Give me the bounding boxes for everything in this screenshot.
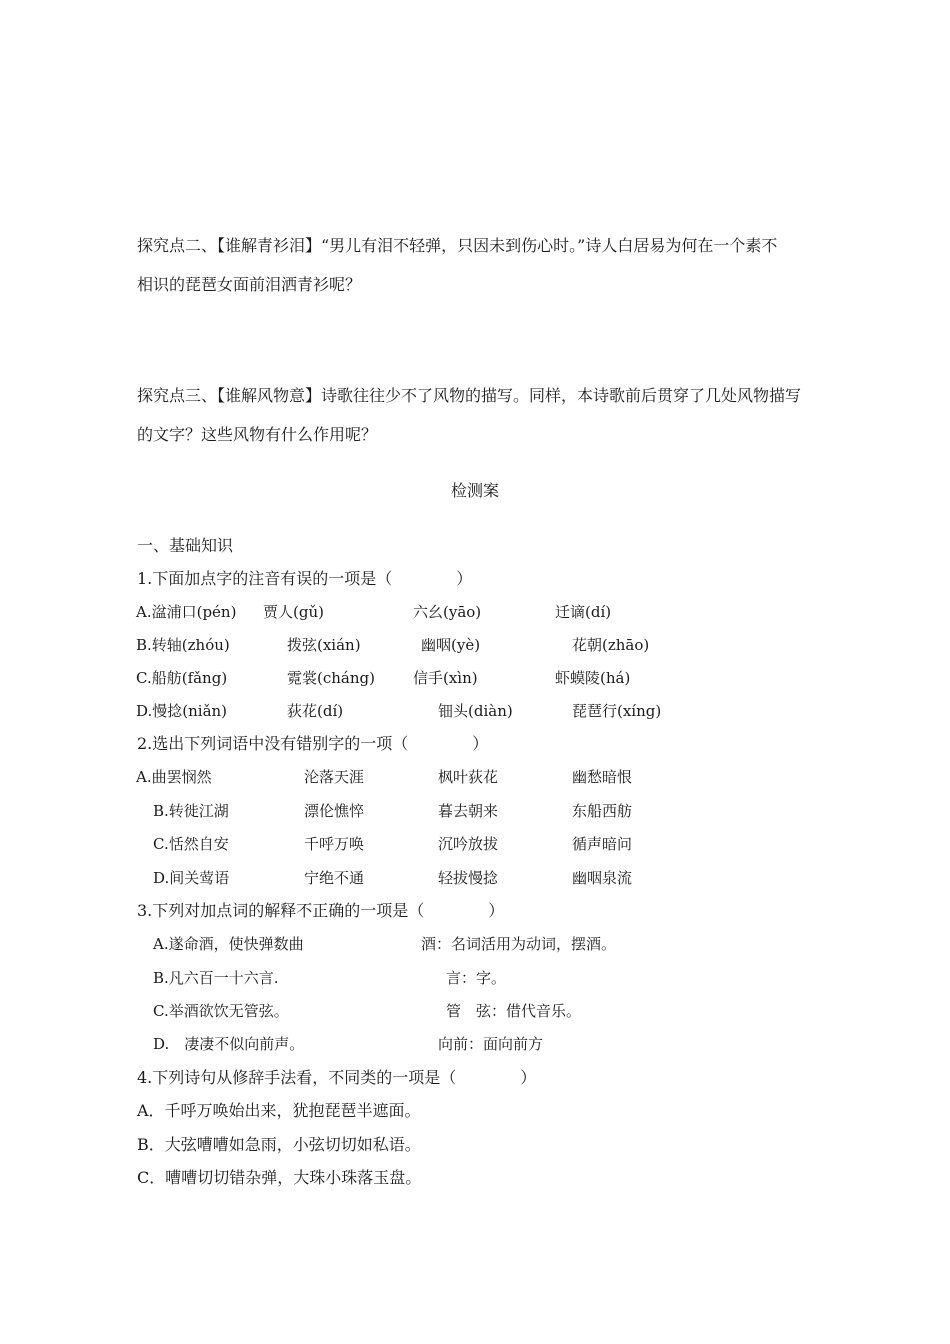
q2-option: C.恬然自安 <box>153 835 229 853</box>
explore-point-2-line-2: 相识的琵琶女面前泪洒青衫呢？ <box>137 275 362 294</box>
q4-option-a: A．千呼万唤始出来，犹抱琵琶半遮面。 <box>137 1101 421 1120</box>
q1-option: 钿头(diàn) <box>438 702 513 720</box>
q4-stem: 4.下列诗句从修辞手法看，不同类的一项是（ ） <box>137 1068 537 1087</box>
q2-option: 暮去朝来 <box>438 802 499 820</box>
q3-explanation: 向前：面向前方 <box>438 1035 544 1053</box>
q2-option: B.转徙江湖 <box>153 802 229 820</box>
q3-option: D. 凄凄不似向前声。 <box>153 1035 305 1053</box>
q1-stem: 1.下面加点字的注音有误的一项是（ ） <box>137 569 473 588</box>
q3-stem: 3.下列对加点词的解释不正确的一项是（ ） <box>137 901 505 920</box>
q2-option: 幽愁暗恨 <box>572 768 633 786</box>
q1-option: C.船舫(fǎng) <box>136 669 228 687</box>
q2-option: 沦落天涯 <box>304 768 365 786</box>
q1-option: 信手(xìn) <box>413 669 478 687</box>
q2-option: A.曲罢悯然 <box>136 768 212 786</box>
q1-option: B.转轴(zhóu) <box>136 636 230 654</box>
q2-option: 漂伦憔悴 <box>304 802 365 820</box>
q2-option: 千呼万唤 <box>304 835 365 853</box>
q3-explanation: 管 弦：借代音乐。 <box>446 1002 582 1020</box>
q2-option: 沉吟放拔 <box>438 835 499 853</box>
q1-option: 琵琶行(xíng) <box>572 702 662 720</box>
q3-option: B.凡六百一十六言. <box>153 969 279 987</box>
q2-option: D.间关莺语 <box>153 869 230 887</box>
q2-option: 枫叶荻花 <box>438 768 499 786</box>
q3-explanation: 言：字。 <box>446 969 507 987</box>
q2-stem: 2.选出下列词语中没有错别字的一项（ ） <box>137 734 489 753</box>
part-one-heading: 一、基础知识 <box>137 536 234 555</box>
q2-option: 幽咽泉流 <box>572 869 633 887</box>
q4-option-b: B．大弦嘈嘈如急雨，小弦切切如私语。 <box>137 1135 421 1154</box>
q1-option: 虾蟆陵(há) <box>555 669 631 687</box>
q3-option: C.举酒欲饮无管弦。 <box>153 1002 289 1020</box>
q1-option: 拨弦(xián) <box>287 636 361 654</box>
q1-option: 贾人(gǔ) <box>263 603 324 621</box>
q2-option: 东船西舫 <box>572 802 633 820</box>
q1-option: D.慢捻(niǎn) <box>136 702 228 720</box>
q1-option: 六幺(yāo) <box>413 603 482 621</box>
q1-option: 霓裳(cháng) <box>287 669 375 687</box>
explore-point-3-line-2: 的文字？这些风物有什么作用呢？ <box>137 425 378 444</box>
q2-option: 宁绝不通 <box>304 869 365 887</box>
q1-option: 迁谪(dí) <box>555 603 612 621</box>
q1-option: A.湓浦口(pén) <box>136 603 237 621</box>
section-title: 检测案 <box>450 481 499 500</box>
q3-option: A.遂命酒，使快弹数曲 <box>153 935 304 953</box>
q1-option: 荻花(dí) <box>287 702 344 720</box>
q1-option: 幽咽(yè) <box>421 636 481 654</box>
q1-option: 花朝(zhāo) <box>572 636 650 654</box>
q2-option: 轻拔慢捻 <box>438 869 499 887</box>
q3-explanation: 酒：名词活用为动词，摆酒。 <box>421 935 617 953</box>
explore-point-2-line-1: 探究点二、【谁解青衫泪】“男儿有泪不轻弹，只因未到伤心时。”诗人白居易为何在一个素不 <box>137 236 778 255</box>
q2-option: 循声暗问 <box>572 835 633 853</box>
q4-option-c: C．嘈嘈切切错杂弹，大珠小珠落玉盘。 <box>137 1168 422 1187</box>
explore-point-3-line-1: 探究点三、【谁解风物意】诗歌往往少不了风物的描写。同样，本诗歌前后贯穿了几处风物描写 <box>137 386 802 405</box>
